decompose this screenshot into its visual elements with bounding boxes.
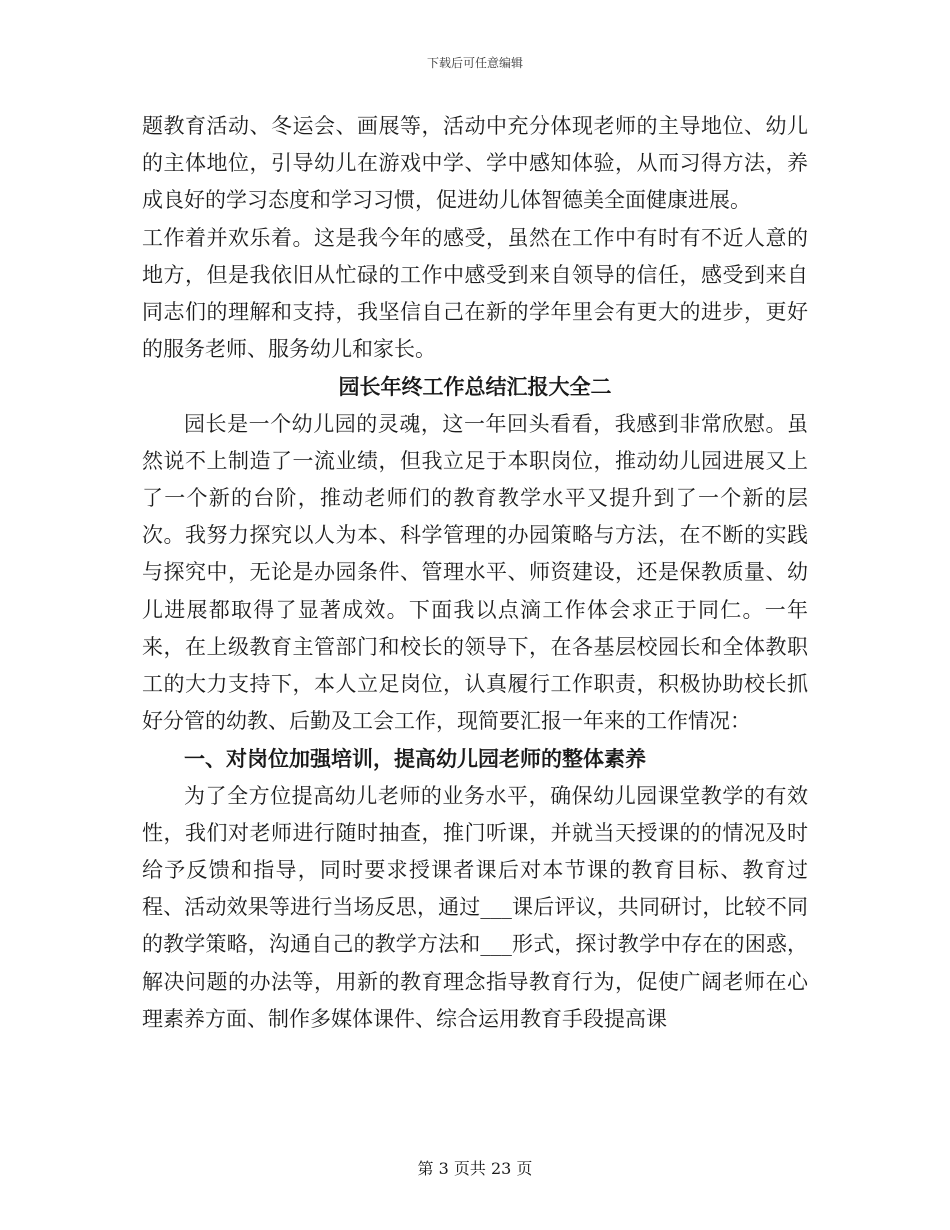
- paragraph-intro: 园长是一个幼儿园的灵魂，这一年回头看看，我感到非常欣慰。虽然说不上制造了一流业绩，但我立足于本职岗位，推动幼儿园进展又上了一个新的台阶，推动老师们的教育教学水平又提升到了一个新的层次。我努力探究以人为本、科学管理的办园策略与方法，在不断的实践与探究中，无论是办园条件、管理水平、师资建设，还是保教质量、幼儿进展都取得了显著成效。下面我以点滴工作体会求正于同仁。一年来，在上级教育主管部门和校长的领导下，在各基层校园长和全体教职工的大力支持下，本人立足岗位，认真履行工作职责，积极协助校长抓好分管的幼教、后勤及工会工作，现简要汇报一年来的工作情况：: [142, 411, 808, 734]
- page-header: 下载后可任意编辑: [426, 56, 523, 70]
- paragraph-summary: 工作着并欢乐着。这是我今年的感受，虽然在工作中有时有不近人意的地方，但是我依旧从忙碌的工作中感受到来自领导的信任，感受到来自同志们的理解和支持，我坚信自己在新的学年里会有更大的进步，更好的服务老师、服务幼儿和家长。: [142, 225, 808, 362]
- section-title: 园长年终工作总结汇报大全二: [338, 374, 612, 400]
- subheading-training: 一、对岗位加强培训，提高幼儿园老师的整体素养: [184, 746, 646, 772]
- paragraph-training: 为了全方位提高幼儿老师的业务水平，确保幼儿园课堂教学的有效性，我们对老师进行随时抽查，推门听课，并就当天授课的的情况及时给予反馈和指导，同时要求授课者课后对本节课的教育目标、教育过程、活动效果等进行当场反思，通过___课后评议，共同研讨，比较不同的教学策略，沟通自己的教学方法和___形式，探讨教学中存在的困惑，解决问题的办法等，用新的教育理念指导教育行为，促使广阔老师在心理素养方面、制作多媒体课件、综合运用教育手段提高课: [142, 783, 808, 1031]
- page-number: 第 3 页共 23 页: [417, 1159, 533, 1178]
- document-body: [142, 108, 808, 1038]
- paragraph-continuation: 题教育活动、冬运会、画展等，活动中充分体现老师的主导地位、幼儿的主体地位，引导幼儿在游戏中学、学中感知体验，从而习得方法，养成良好的学习态度和学习习惯，促进幼儿体智德美全面健康进展。: [142, 114, 808, 213]
